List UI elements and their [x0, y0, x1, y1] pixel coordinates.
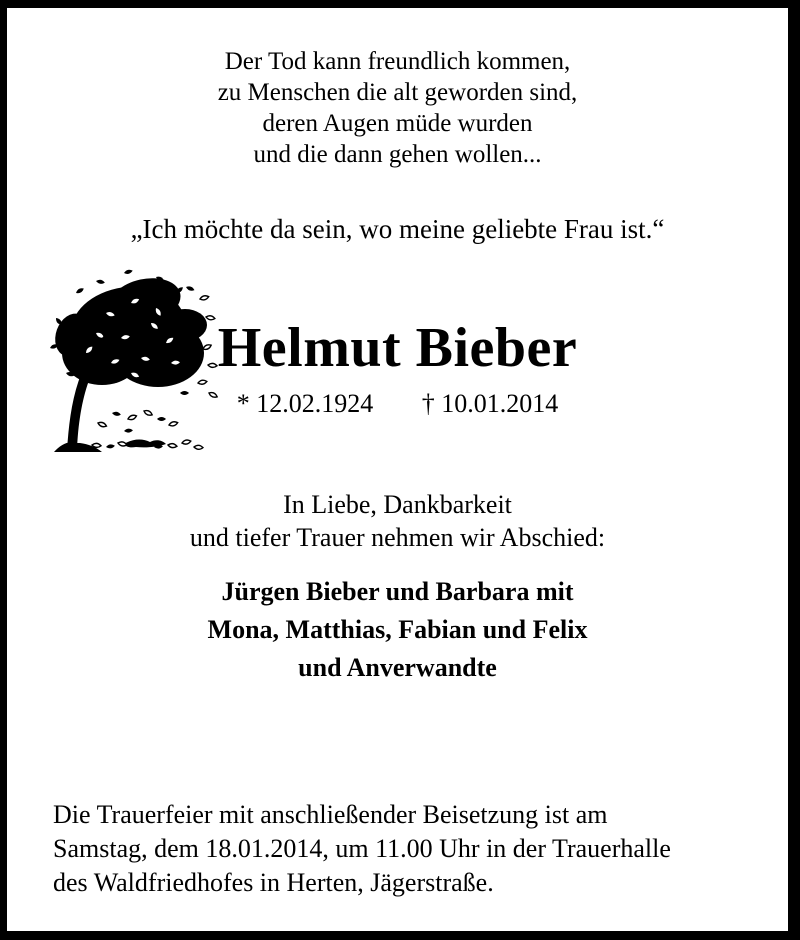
funeral-line: Samstag, dem 18.01.2014, um 11.00 Uhr in der Trauerhalle	[53, 834, 671, 863]
quote-line: „Ich möchte da sein, wo meine geliebte Frau ist.“	[130, 214, 665, 244]
farewell-text	[7, 488, 788, 554]
poem-line: zu Menschen die alt geworden sind,	[217, 79, 578, 106]
farewell-line: In Liebe, Dankbarkeit	[283, 490, 512, 519]
poem-line: deren Augen müde wurden	[262, 110, 533, 137]
poem-line: Der Tod kann freundlich kommen,	[224, 48, 571, 75]
funeral-line: Die Trauerfeier mit anschließender Beisetzung ist am	[53, 800, 608, 829]
birth-date: * 12.02.1924	[236, 389, 374, 418]
poem-line: und die dann gehen wollen...	[253, 141, 542, 168]
poem	[7, 46, 788, 170]
mourners-line: Jürgen Bieber und Barbara mit	[221, 577, 574, 606]
funeral-line: des Waldfriedhofes in Herten, Jägerstraße.	[53, 868, 494, 897]
funeral-info	[53, 798, 753, 900]
mourners-line: und Anverwandte	[298, 653, 497, 682]
deceased-name: Helmut Bieber	[217, 317, 578, 379]
life-dates	[7, 389, 788, 419]
death-date: † 10.01.2014	[421, 389, 559, 418]
mourners-list	[7, 573, 788, 687]
farewell-line: und tiefer Trauer nehmen wir Abschied:	[189, 523, 606, 552]
mourners-line: Mona, Matthias, Fabian und Felix	[207, 615, 588, 644]
